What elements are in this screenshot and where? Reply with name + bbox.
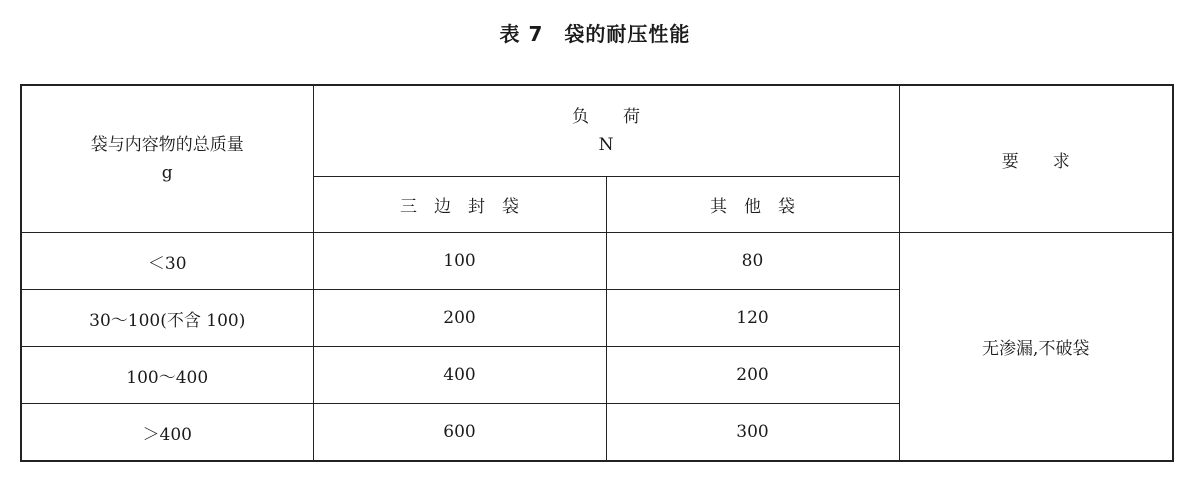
header-load-unit: N [598,135,614,155]
header-load [313,85,899,177]
header-total-mass-unit: g [161,163,173,183]
header-other-bag: 其 他 袋 [606,177,899,233]
cell-other-bag-load: 80 [606,233,899,290]
table-row [21,233,1173,290]
cell-three-side-seal-load: 400 [313,347,606,404]
cell-other-bag-load: 200 [606,347,899,404]
pressure-resistance-table [20,84,1174,462]
header-three-side-seal-bag: 三 边 封 袋 [313,177,606,233]
cell-three-side-seal-load: 100 [313,233,606,290]
header-requirement: 要 求 [899,85,1173,233]
cell-requirement: 无渗漏,不破袋 [899,233,1173,462]
cell-other-bag-load: 300 [606,404,899,462]
cell-total-mass: ＞400 [21,404,313,462]
header-total-mass-label: 袋与内容物的总质量 [90,135,244,155]
header-total-mass [21,85,313,233]
header-load-label: 负 荷 [572,107,640,127]
table-caption: 表 7 袋的耐压性能 [499,22,691,46]
cell-total-mass: ＜30 [21,233,313,290]
cell-total-mass: 30～100(不含 100) [21,290,313,347]
table-header-row [21,85,1173,177]
cell-other-bag-load: 120 [606,290,899,347]
cell-total-mass: 100～400 [21,347,313,404]
cell-three-side-seal-load: 200 [313,290,606,347]
cell-three-side-seal-load: 600 [313,404,606,462]
